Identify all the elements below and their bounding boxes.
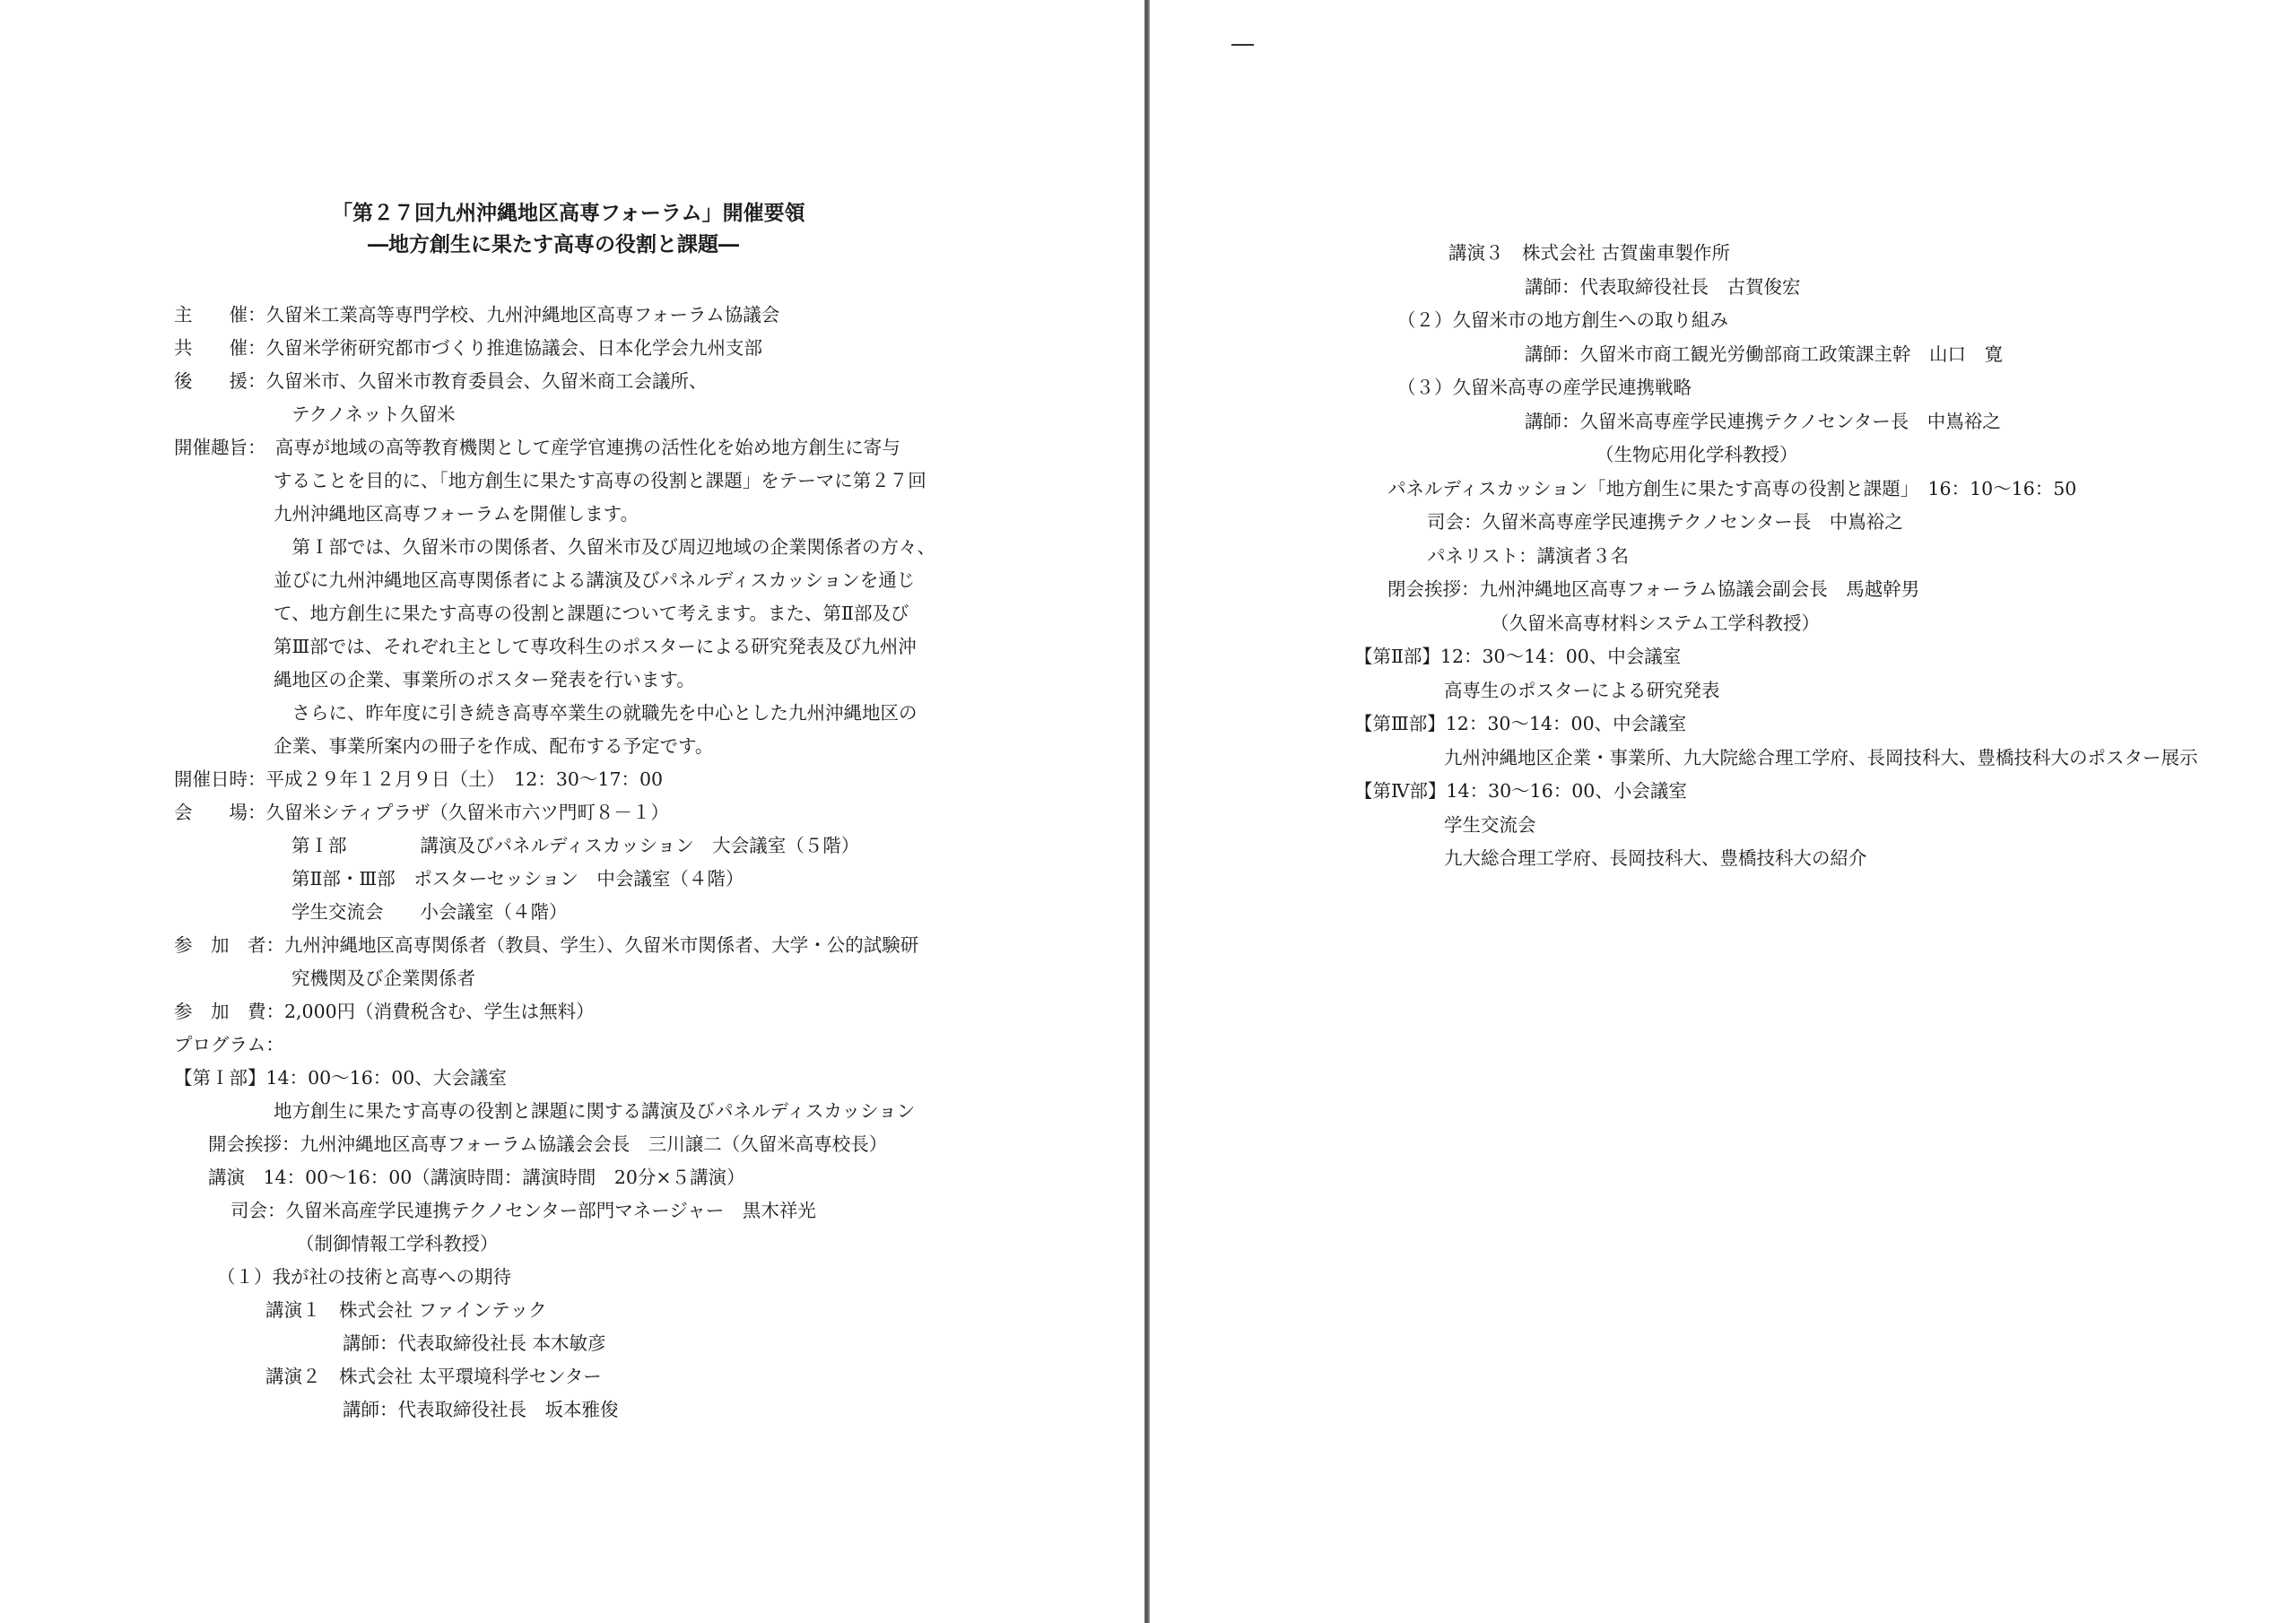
text-line: 講師：代表取締役社長 本木敏彦 <box>343 1332 606 1354</box>
text-line: 【第Ⅳ部】14：30～16：00、小会議室 <box>1354 780 1687 802</box>
text-line: することを目的に、「地方創生に果たす高専の役割と課題」をテーマに第２７回 <box>274 470 926 491</box>
text-line: 九大総合理工学府、長岡技科大、豊橋技科大の紹介 <box>1444 847 1867 869</box>
text-line: 共 催：久留米学術研究都市づくり推進協議会、日本化学会九州支部 <box>174 337 762 359</box>
text-line: 究機関及び企業関係者 <box>291 968 475 989</box>
text-line: 講演２ 株式会社 太平環境科学センター <box>265 1366 602 1387</box>
text-line: 第Ｉ部では、久留米市の関係者、久留米市及び周辺地域の企業関係者の方々、 <box>274 536 935 558</box>
text-line: 第Ⅲ部では、それぞれ主として専攻科生のポスターによる研究発表及び九州沖 <box>274 636 917 657</box>
text-line: 開催日時：平成２９年１２月９日（土） 12：30～17：00 <box>174 768 664 790</box>
text-line: 第Ⅱ部・Ⅲ部 ポスターセッション 中会議室（４階） <box>291 868 744 890</box>
text-line: 九州沖縄地区高専フォーラムを開催します。 <box>274 503 639 525</box>
text-line: 講師：代表取締役社長 坂本雅俊 <box>343 1399 619 1420</box>
text-line: 第Ｉ部 講演及びパネルディスカッション 大会議室（５階） <box>291 835 860 856</box>
text-line: 並びに九州沖縄地区高専関係者による講演及びパネルディスカッションを通じ <box>274 569 916 591</box>
text-line: 講演３ 株式会社 古賀歯車製作所 <box>1448 242 1731 264</box>
text-line: 開会挨拶：九州沖縄地区高専フォーラム協議会会長 三川譲二（久留米高専校長） <box>208 1133 888 1155</box>
text-line: 地方創生に果たす高専の役割と課題に関する講演及びパネルディスカッション <box>274 1100 916 1122</box>
text-line: て、地方創生に果たす高専の役割と課題について考えます。また、第Ⅱ部及び <box>274 603 909 624</box>
document-subtitle: ―地方創生に果たす高専の役割と課題― <box>368 232 739 256</box>
left-page <box>0 0 1144 1623</box>
text-line: 九州沖縄地区企業・事業所、九大院総合理工学府、長岡技科大、豊橋技科大のポスター展示 <box>1444 747 2198 768</box>
text-line: 講師：代表取締役社長 古賀俊宏 <box>1525 276 1801 298</box>
text-line: 開催趣旨： 高専が地域の高等教育機関として産学官連携の活性化を始め地方創生に寄与 <box>174 437 900 458</box>
text-line: 司会：久留米高産学民連携テクノセンター部門マネージャー 黒木祥光 <box>230 1200 816 1221</box>
text-line: パネリスト：講演者３名 <box>1427 545 1630 567</box>
text-line: 主 催：久留米工業高等専門学校、九州沖縄地区高専フォーラム協議会 <box>174 304 780 325</box>
text-line: 学生交流会 小会議室（４階） <box>291 901 568 923</box>
text-line: パネルディスカッション「地方創生に果たす高専の役割と課題」 16：10～16：50 <box>1387 478 2077 499</box>
text-line: 高専生のポスターによる研究発表 <box>1444 680 1720 701</box>
text-line: 講師：久留米市商工観光労働部商工政策課主幹 山口 寛 <box>1525 343 2003 365</box>
text-line: （制御情報工学科教授） <box>296 1233 499 1254</box>
right-page <box>1150 0 2296 1623</box>
text-line: （生物応用化学科教授） <box>1596 444 1798 465</box>
text-line: 講演１ 株式会社 ファインテック <box>265 1299 547 1321</box>
scan-mark <box>1231 44 1254 46</box>
text-line: 学生交流会 <box>1444 814 1536 836</box>
text-line: 【第Ⅲ部】12：30～14：00、中会議室 <box>1354 713 1687 734</box>
text-line: 司会：久留米高専産学民連携テクノセンター長 中嶌裕之 <box>1427 511 1903 533</box>
text-line: 企業、事業所案内の冊子を作成、配布する予定です。 <box>274 735 714 757</box>
text-line: 【第Ｉ部】14：00～16：00、大会議室 <box>174 1067 507 1089</box>
text-line: 講演 14：00～16：00（講演時間：講演時間 20分×５講演） <box>208 1167 745 1188</box>
text-line: （久留米高専材料システム工学科教授） <box>1491 612 1820 634</box>
text-line: 後 援：久留米市、久留米市教育委員会、久留米商工会議所、 <box>174 370 708 392</box>
text-line: テクノネット久留米 <box>291 404 456 425</box>
text-line: （３）久留米高専の産学民連携戦略 <box>1397 377 1692 398</box>
text-line: （２）久留米市の地方創生への取り組み <box>1397 309 1728 331</box>
text-line: 講師：久留米高専産学民連携テクノセンター長 中嶌裕之 <box>1525 411 2001 432</box>
text-line: 会 場：久留米シティプラザ（久留米市六ツ門町８－１） <box>174 802 669 823</box>
text-line: 縄地区の企業、事業所のポスター発表を行います。 <box>274 669 695 690</box>
text-line: プログラム： <box>174 1034 284 1055</box>
text-line: 閉会挨拶：九州沖縄地区高専フォーラム協議会副会長 馬越幹男 <box>1387 578 1920 600</box>
text-line: 参 加 費：2,000円（消費税含む、学生は無料） <box>174 1001 595 1022</box>
text-line: 【第Ⅱ部】12：30～14：00、中会議室 <box>1354 646 1682 667</box>
text-line: 参 加 者：九州沖縄地区高専関係者（教員、学生）、久留米市関係者、大学・公的試験研 <box>174 934 919 956</box>
document-title: 「第２７回九州沖縄地区高専フォーラム」開催要領 <box>332 201 805 225</box>
text-line: さらに、昨年度に引き続き高専卒業生の就職先を中心とした九州沖縄地区の <box>274 702 918 724</box>
text-line: （１）我が社の技術と高専への期待 <box>217 1266 511 1288</box>
